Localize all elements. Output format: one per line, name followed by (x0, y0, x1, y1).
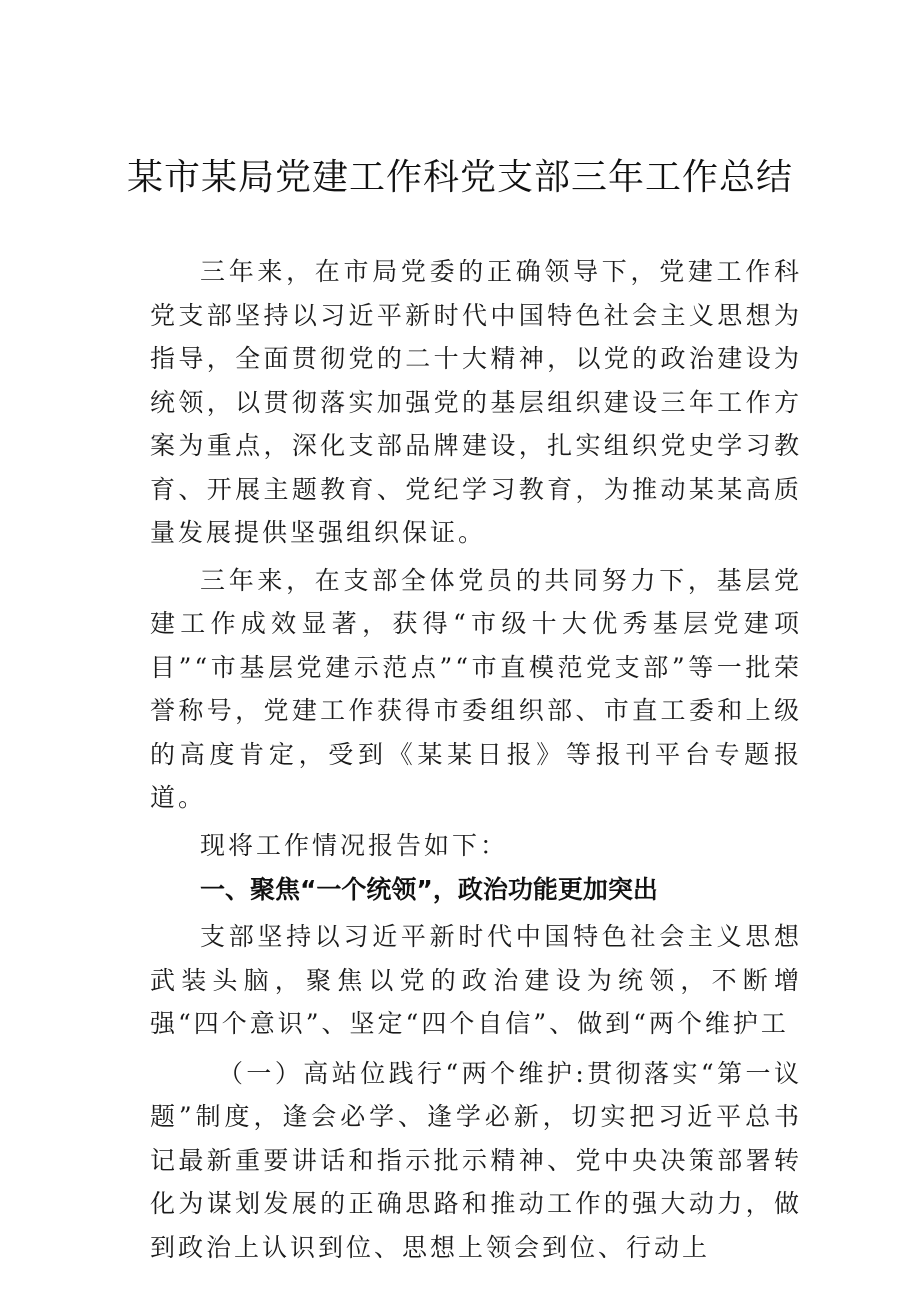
section-heading-1: 一、聚焦“一个统领”，政治功能更加突出 (200, 875, 658, 904)
document-body (150, 250, 802, 1269)
paragraph-intro: 三年来，在市局党委的正确领导下，党建工作科党支部坚持以习近平新时代中国特色社会主义思想为指导，全面贯彻党的二十大精神，以党的政治建设为统领，以贯彻落实加强党的基层组织建设三年工作方案为重点，深化支部品牌建设，扎实组织党史学习教育、开展主题教育、党纪学习教育，为推动某某高质量发展提供坚强组织保证。 (150, 257, 802, 547)
section-1-intro: 支部坚持以习近平新时代中国特色社会主义思想武装头脑，聚焦以党的政治建设为统领，不断增强“四个意识”、坚定“四个自信”、做到“两个维护工 (150, 922, 802, 1038)
paragraph-achievements: 三年来，在支部全体党员的共同努力下，基层党建工作成效显著，获得“市级十大优秀基层党建项目”“市基层党建示范点”“市直模范党支部”等一批荣誉称号，党建工作获得市委组织部、市直工委和上级的高度肯定，受到《某某日报》等报刊平台专题报道。 (150, 565, 802, 812)
section-1-item-1: （一）高站位践行“两个维护:贯彻落实“第一议题”制度，逢会必学、逢学必新，切实把习近平总书记最新重要讲话和指示批示精神、党中央决策部署转化为谋划发展的正确思路和推动工作的强大动力，做到政治上认识到位、思想上领会到位、行动上 (150, 1058, 802, 1262)
document-title: 某市某局党建工作科党支部三年工作总结 (126, 157, 793, 198)
paragraph-report-lead: 现将工作情况报告如下： (200, 830, 509, 860)
